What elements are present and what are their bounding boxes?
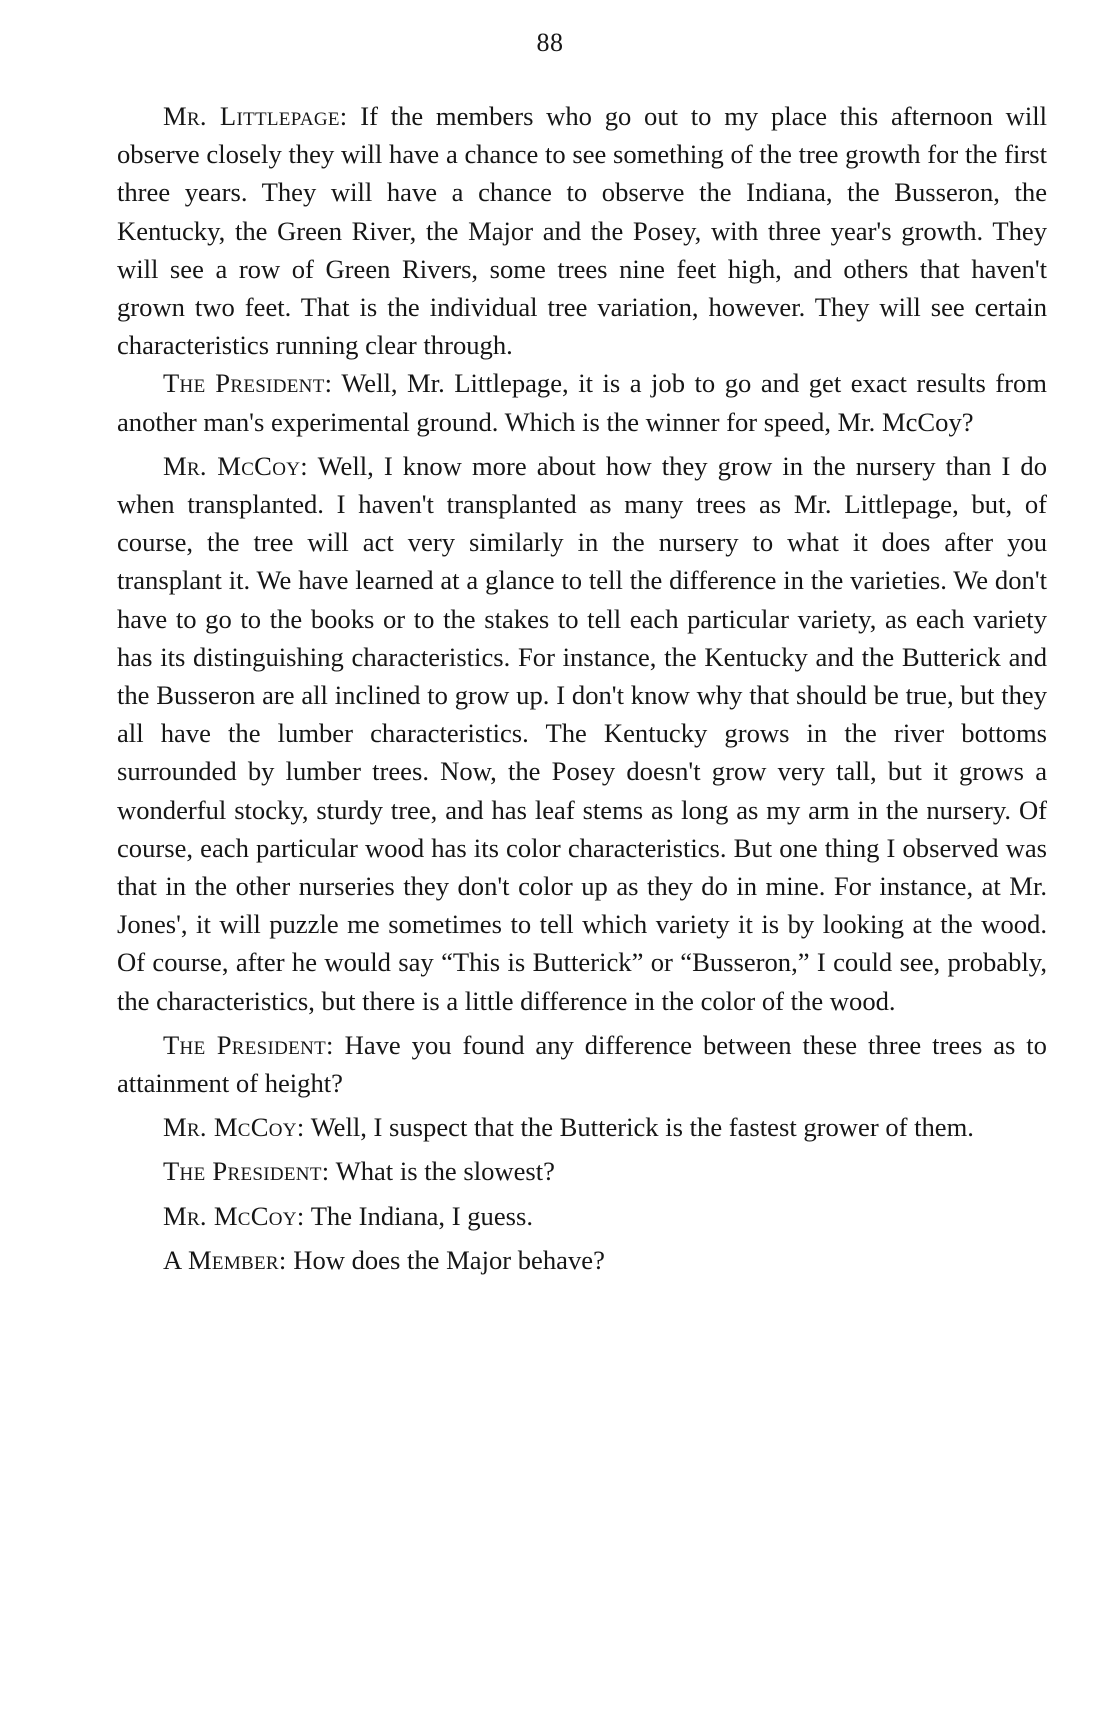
paragraph-littlepage-remarks bbox=[117, 97, 1047, 364]
speech-text: The Indiana, I guess. bbox=[310, 1200, 533, 1231]
page-number: 88 bbox=[536, 28, 564, 57]
speech-text: What is the slowest? bbox=[335, 1156, 555, 1187]
paragraph-mccoy-answer bbox=[117, 447, 1047, 1020]
speech-text: Have you found any difference between these three trees as to attainment of height? bbox=[117, 1029, 1047, 1099]
speaker-label: Mr. McCoy: bbox=[163, 450, 308, 481]
speaker-label: The President: bbox=[163, 1029, 334, 1060]
transcript-body bbox=[117, 97, 1047, 1279]
paragraph-mccoy-fastest bbox=[117, 1108, 1047, 1146]
paragraph-president-question-height bbox=[117, 1026, 1047, 1102]
paragraph-mccoy-indiana bbox=[117, 1197, 1047, 1235]
speaker-label: The President: bbox=[163, 1156, 330, 1187]
speech-text: How does the Major behave? bbox=[293, 1244, 605, 1275]
speaker-label: Mr. Littlepage: bbox=[163, 101, 348, 131]
speech-text: Well, I suspect that the Butterick is the fastest grower of them. bbox=[310, 1112, 974, 1143]
speech-text: If the members who go out to my place this afternoon will observe closely they will have a chance to see something of the tree growth for the first three years. They will have a chance to observe the Indiana, the Busseron, the Kentucky, the Green River, the Major and the Posey, with three year's growth. They will see a row of Green Rivers, some trees nine feet high, and others that haven't grown two feet. That is the individual tree variation, however. They will see certain characteristics running clear through. bbox=[117, 101, 1047, 361]
paragraph-member-major bbox=[117, 1241, 1047, 1279]
speaker-label: Mr. McCoy: bbox=[163, 1200, 305, 1231]
speaker-label: Mr. McCoy: bbox=[163, 1112, 305, 1143]
speech-text: Well, Mr. Littlepage, it is a job to go and get exact results from another man's experimental ground. Which is the winner for speed, Mr. McCoy? bbox=[117, 368, 1047, 437]
paragraph-president-question-speed bbox=[117, 364, 1047, 440]
speech-text: Well, I know more about how they grow in the nursery than I do when transplanted. I haven't transplanted as many trees as Mr. Littlepage, but, of course, the tree will act very similarly in the nursery to what it does after you transplant it. We have learned at a glance to tell the difference in the varieties. We don't have to go to the books or to the stakes to tell each particular variety, as each variety has its distinguishing characteristics. For instance, the Kentucky and the Butterick and the Busseron are all inclined to grow up. I don't know why that should be true, but they all have the lumber characteristics. The Kentucky grows in the river bottoms surrounded by lumber trees. Now, the Posey doesn't grow very tall, but it grows a wonderful stocky, sturdy tree, and has leaf stems as long as my arm in the nursery. Of course, each particular wood has its color characteristics. But one thing I observed was that in the other nurseries they don't color up as they do in mine. For instance, at Mr. Jones', it will puzzle me sometimes to tell which variety it is by looking at the wood. Of course, after he would say “This is Butterick” or “Busseron,” I could see, probably, the characteristics, but there is a little difference in the color of the wood. bbox=[117, 450, 1047, 1016]
speaker-label: A Member: bbox=[163, 1244, 287, 1275]
speaker-label: The President: bbox=[163, 368, 333, 399]
paragraph-president-slowest bbox=[117, 1152, 1047, 1190]
